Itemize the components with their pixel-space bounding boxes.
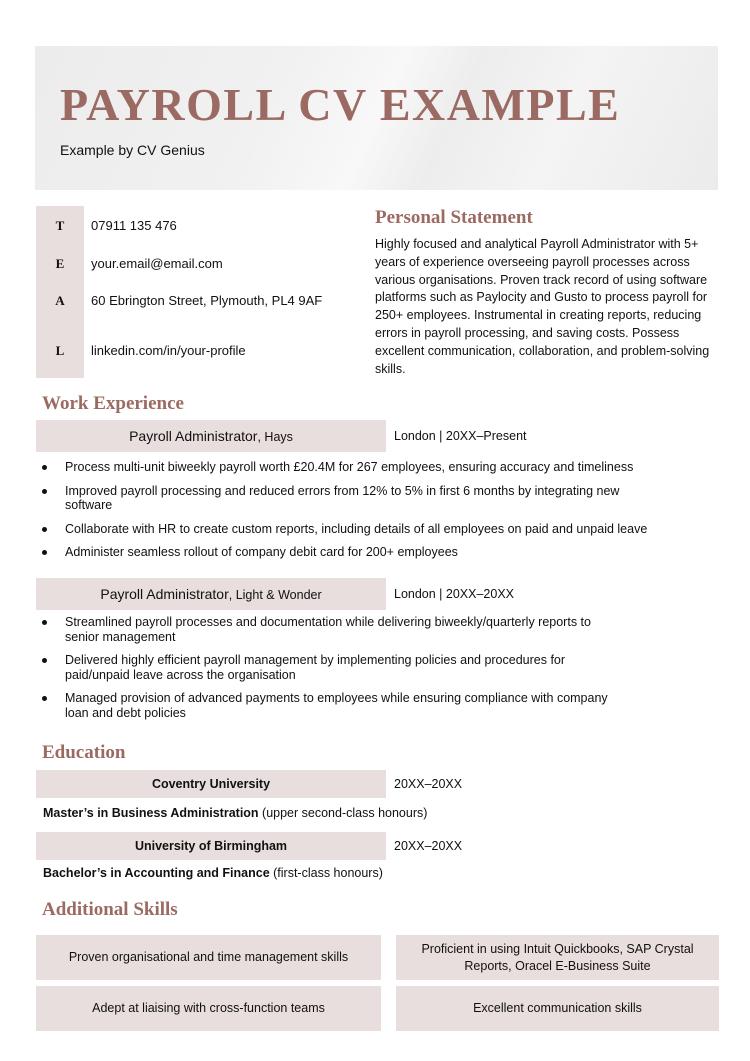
job-bullet: Managed provision of advanced payments to employees while ensuring compliance with company loan and debt policies [36,691,630,720]
cv-header [35,46,718,190]
skill-card: Excellent communication skills [396,986,719,1031]
job-title [36,586,386,602]
address-icon: A [55,293,65,308]
contact-block [36,206,356,378]
phone-icon: T [55,218,65,233]
job-bullet: Improved payroll processing and reduced errors from 12% to 5% in first 6 months by integrating new software [36,484,645,513]
job-bullet: Collaborate with HR to create custom reports, including details of all employees on paid and unpaid leave [36,522,676,537]
linkedin-icon: L [55,343,65,358]
personal-statement-text: Highly focused and analytical Payroll Administrator with 5+ years of experience overseeing payroll processes across various organisations. Proven track record of using software platforms such as Paylocity and Gusto to process payroll for 250+ employees. Instrumental in creating reports, reducing errors in payroll processing, and saving costs. Possess excellent communication, collaboration, and problem-solving skills. [375,237,710,376]
contact-address: 60 Ebrington Street, Plymouth, PL4 9AF [91,293,323,308]
education-degree [43,866,383,880]
degree-name: Master’s in Business Administration [43,806,259,820]
job-location-dates: London | 20XX–20XX [394,587,515,601]
contact-phone: 07911 135 476 [91,218,177,233]
education-dates: 20XX–20XX [394,777,463,791]
education-degree [43,806,427,820]
skill-card: Proven organisational and time management skills [36,935,381,980]
job-bullet: Streamlined payroll processes and documentation while delivering biweekly/quarterly reports to senior management [36,615,610,644]
degree-name: Bachelor’s in Accounting and Finance [43,866,270,880]
job-employer-separator: , [257,430,265,444]
job-bullet: Administer seamless rollout of company debit card for 200+ employees [36,545,676,560]
work-experience-heading: Work Experience [42,393,184,414]
education-dates: 20XX–20XX [394,839,463,853]
job-role: Payroll Administrator [129,428,258,444]
job-bullets [36,460,676,569]
contact-email: your.email@email.com [91,256,223,271]
job-employer: Hays [264,430,293,444]
skill-card: Proficient in using Intuit Quickbooks, SAP Crystal Reports, Oracel E-Business Suite [396,935,719,980]
skill-card: Adept at liaising with cross-function teams [36,986,381,1031]
job-bullets [36,615,636,729]
additional-skills-heading: Additional Skills [42,899,178,920]
job-bullet: Delivered highly efficient payroll management by implementing policies and procedures for paid/unpaid leave across the organisation [36,653,590,682]
degree-detail: (first-class honours) [269,866,383,880]
job-bar [36,420,386,452]
email-icon: E [55,256,65,271]
job-role: Payroll Administrator [100,586,229,602]
job-location-dates: London | 20XX–Present [394,429,527,443]
job-bullet: Process multi-unit biweekly payroll worth £20.4M for 267 employees, ensuring accuracy and timeliness [36,460,676,475]
education-school: University of Birmingham [134,839,288,853]
personal-statement-heading: Personal Statement [375,207,533,228]
cv-subtitle: Example by CV Genius [60,142,205,158]
education-heading: Education [42,742,126,763]
degree-detail: (upper second-class honours) [258,806,428,820]
cv-title: PAYROLL CV EXAMPLE [60,79,621,130]
education-bar [36,770,386,798]
education-school: Coventry University [151,777,271,791]
job-bar [36,578,386,610]
education-bar [36,832,386,860]
job-employer: Light & Wonder [235,588,322,602]
job-title [36,428,386,444]
job-employer-separator: , [228,588,236,602]
contact-linkedin: linkedin.com/in/your-profile [91,343,246,358]
